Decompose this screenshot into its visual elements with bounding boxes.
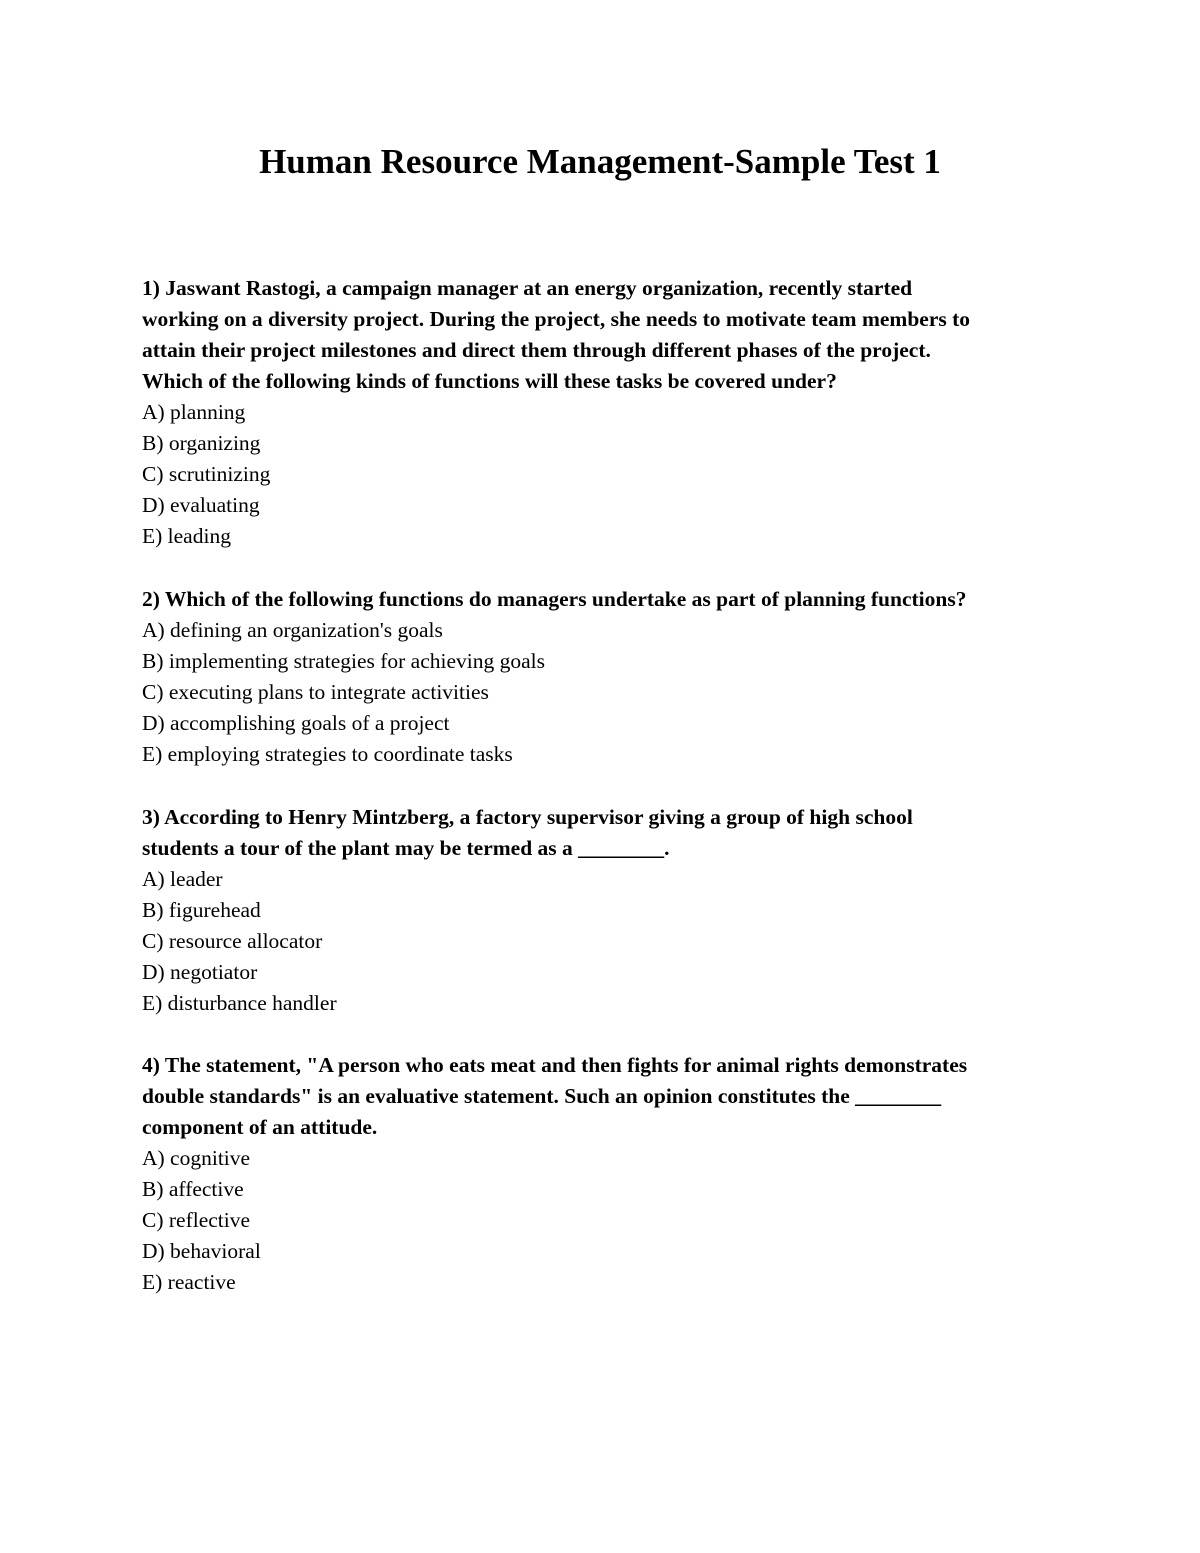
answer-option-a: A) defining an organization's goals xyxy=(142,618,443,642)
answer-option-d: D) negotiator xyxy=(142,960,258,984)
answer-option-a: A) leader xyxy=(142,867,223,891)
answer-option-e: E) disturbance handler xyxy=(142,991,337,1015)
answer-option-d: D) accomplishing goals of a project xyxy=(142,711,450,735)
answer-option-b: B) figurehead xyxy=(142,898,261,922)
answer-option-c: C) executing plans to integrate activities xyxy=(142,680,489,704)
answer-option-d: D) behavioral xyxy=(142,1239,261,1263)
answer-option-e: E) reactive xyxy=(142,1270,236,1294)
document-title: Human Resource Management-Sample Test 1 xyxy=(259,142,941,181)
question-stem-line: 3) According to Henry Mintzberg, a factory supervisor giving a group of high school xyxy=(142,805,913,829)
answer-option-a: A) cognitive xyxy=(142,1146,251,1170)
answer-options xyxy=(142,397,1072,552)
answer-option-c: C) resource allocator xyxy=(142,929,323,953)
question-stem-line: double standards" is an evaluative statement. Such an opinion constitutes the ________ xyxy=(142,1084,942,1108)
question-stem-line: working on a diversity project. During the project, she needs to motivate team members to xyxy=(142,307,971,331)
answer-option-e: E) leading xyxy=(142,524,231,548)
question-stem-line: students a tour of the plant may be termed as a ________. xyxy=(142,836,670,860)
answer-options xyxy=(142,615,1072,770)
question-stem-line: 2) Which of the following functions do managers undertake as part of planning functions? xyxy=(142,587,967,611)
answer-option-e: E) employing strategies to coordinate tasks xyxy=(142,742,513,766)
question-1 xyxy=(142,273,1072,552)
answer-option-c: C) scrutinizing xyxy=(142,462,271,486)
answer-option-b: B) organizing xyxy=(142,431,261,455)
question-4 xyxy=(142,1050,1072,1298)
question-stem-line: attain their project milestones and direct them through different phases of the project. xyxy=(142,338,931,362)
answer-option-b: B) implementing strategies for achieving goals xyxy=(142,649,546,673)
question-stem-line: 1) Jaswant Rastogi, a campaign manager at an energy organization, recently started xyxy=(142,276,913,300)
answer-option-c: C) reflective xyxy=(142,1208,251,1232)
question-stem-line: Which of the following kinds of functions will these tasks be covered under? xyxy=(142,369,837,393)
question-3 xyxy=(142,802,1072,1019)
answer-option-a: A) planning xyxy=(142,400,246,424)
answer-option-b: B) affective xyxy=(142,1177,244,1201)
answer-options xyxy=(142,1143,1072,1298)
answer-option-d: D) evaluating xyxy=(142,493,260,517)
question-2 xyxy=(142,584,1072,770)
question-stem-line: component of an attitude. xyxy=(142,1115,378,1139)
answer-options xyxy=(142,864,1072,1019)
question-stem-line: 4) The statement, "A person who eats meat and then fights for animal rights demonstrates xyxy=(142,1053,968,1077)
